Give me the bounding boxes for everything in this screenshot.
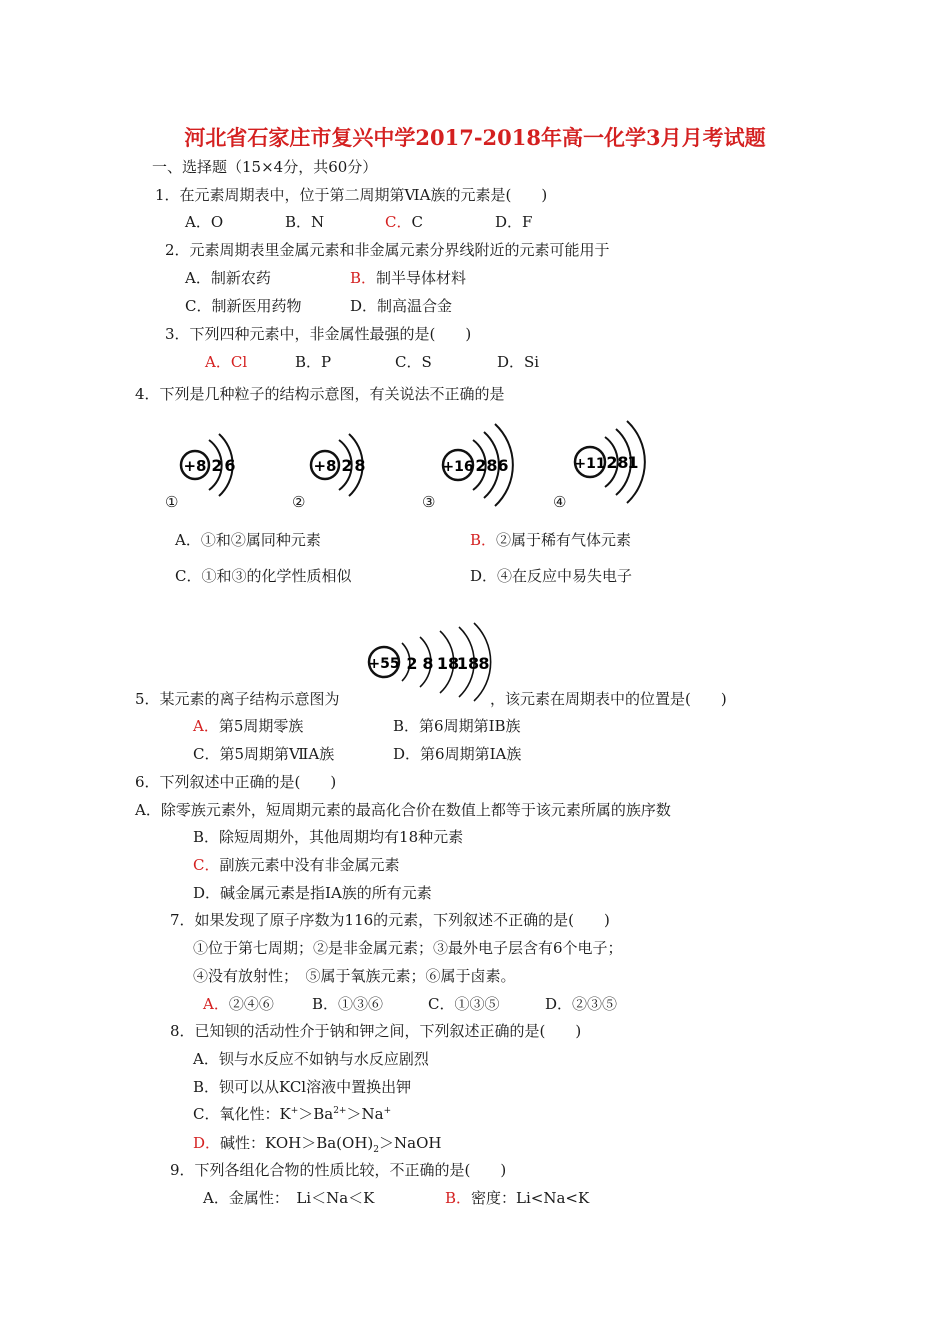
q6-option-c: C．副族元素中没有非金属元素 (193, 856, 400, 874)
q6-option-a: A．除零族元素外，短周期元素的最高化合价在数值上都等于该元素所属的族序数 (135, 801, 671, 819)
q3-stem: 3．下列四种元素中，非金属性最强的是( ) (165, 325, 472, 343)
q7-stem: 7．如果发现了原子序数为116的元素，下列叙述不正确的是( ) (170, 911, 610, 929)
q4-option-c: C．①和③的化学性质相似 (175, 567, 352, 585)
shell-count: 2 (606, 453, 618, 472)
q2-option-c: C．制新医用药物 (185, 297, 302, 315)
diagram-label-1: ① (165, 493, 179, 511)
q4-option-b: B．②属于稀有气体元素 (470, 531, 632, 549)
answer-mark: A． (205, 353, 231, 371)
q1-stem: 1．在元素周期表中，位于第二周期第ⅥA族的元素是( ) (155, 186, 548, 204)
q8-stem: 8．已知钡的活动性介于钠和钾之间，下列叙述正确的是( ) (170, 1022, 582, 1040)
atom-diagram-1 (181, 434, 236, 496)
q7-option-b: B．①③⑥ (312, 995, 384, 1013)
q7-statements-1: ①位于第七周期；②是非金属元素；③最外电子层含有6个电子； (193, 939, 623, 957)
q8-option-b: B．钡可以从KCl溶液中置换出钾 (193, 1078, 412, 1096)
q2-option-d: D．制高温合金 (350, 297, 453, 315)
atom-diagram-3 (442, 424, 512, 506)
q6-option-d: D．碱金属元素是指ⅠA族的所有元素 (193, 884, 432, 902)
q3-option-b: B．P (295, 353, 332, 371)
shell-count: 6 (497, 456, 509, 475)
shell-count: 2 (475, 456, 487, 475)
q7-option-d: D．②③⑤ (545, 995, 618, 1013)
q8-option-c: C．氧化性：$K^+>Ba^{2+}>Na^+$ (193, 1105, 392, 1123)
nucleus-charge: +11 (574, 456, 606, 472)
q7-option-c: C．①③⑤ (428, 995, 500, 1013)
shell-count: 2 (341, 456, 353, 475)
q1-option-d: D．F (495, 213, 533, 231)
q9-option-b: B．密度：Li<Na<K (445, 1189, 590, 1207)
shell-count: 2 (211, 456, 223, 475)
q1-option-a: A．O (185, 213, 224, 231)
q4-option-a: A．①和②属同种元素 (175, 531, 321, 549)
q4-option-d: D．④在反应中易失电子 (470, 567, 633, 585)
answer-mark: B． (350, 269, 377, 287)
q5-option-a: A．第5周期零族 (193, 717, 304, 735)
nucleus-charge: +8 (183, 457, 207, 475)
answer-mark: A． (193, 717, 219, 735)
shell-count: 8 (422, 654, 434, 673)
diagram-label-4: ④ (553, 493, 567, 511)
shell-count: 8 (354, 456, 366, 475)
answer-mark: D． (193, 1134, 221, 1152)
answer-mark: B． (470, 531, 497, 549)
answer-mark: B． (445, 1189, 472, 1207)
q3-option-c: C．S (395, 353, 432, 371)
q6-option-b: B．除短周期外，其他周期均有18种元素 (193, 828, 464, 846)
q2-stem: 2．元素周期表里金属元素和非金属元素分界线附近的元素可能用于 (165, 241, 610, 259)
q3-option-a: A．Cl (205, 353, 248, 371)
q2-option-b: B．制半导体材料 (350, 269, 467, 287)
answer-mark: A． (203, 995, 229, 1013)
q9-stem: 9．下列各组化合物的性质比较，不正确的是( ) (170, 1161, 507, 1179)
shell-count: 8 (486, 456, 498, 475)
atom-diagram-4 (574, 421, 644, 503)
atom-diagram-2 (311, 434, 366, 496)
q6-stem: 6．下列叙述中正确的是( ) (135, 773, 337, 791)
nucleus-charge: +16 (442, 459, 474, 475)
q5-stem-start: 5．某元素的离子结构示意图为 (135, 690, 340, 708)
diagram-label-2: ② (292, 493, 306, 511)
shell-count: 2 (406, 654, 418, 673)
q5-option-d: D．第6周期第ⅠA族 (393, 745, 522, 763)
diagram-label-3: ③ (422, 493, 436, 511)
answer-mark: C． (193, 856, 220, 874)
q2-option-a: A．制新农药 (185, 269, 271, 287)
q3-option-d: D．Si (497, 353, 540, 371)
q7-statements-2: ④没有放射性； ⑤属于氧族元素；⑥属于卤素。 (193, 967, 516, 985)
answer-mark: C． (385, 213, 412, 231)
q5-option-c: C．第5周期第ⅦA族 (193, 745, 335, 763)
q4-stem: 4．下列是几种粒子的结构示意图，有关说法不正确的是 (135, 385, 505, 403)
shell-count: 6 (224, 456, 236, 475)
q7-option-a: A．②④⑥ (203, 995, 274, 1013)
shell-count: 18 (436, 654, 460, 673)
nucleus-charge: +55 (368, 656, 400, 672)
shell-count: 1 (627, 453, 639, 472)
q5-stem-end: ，该元素在周期表中的位置是( ) (490, 690, 727, 708)
ion-diagram (368, 623, 490, 701)
q1-option-c: C．C (385, 213, 423, 231)
shell-count: 8 (478, 654, 490, 673)
q9-option-a: A．金属性： Li＜Na＜K (203, 1189, 375, 1207)
q8-option-d: D．碱性：$KOH>Ba(OH)_2>NaOH$ (193, 1134, 442, 1155)
q5-option-b: B．第6周期第ⅠB族 (393, 717, 521, 735)
nucleus-charge: +8 (313, 457, 337, 475)
q8-option-a: A．钡与水反应不如钠与水反应剧烈 (193, 1050, 429, 1068)
page-title: 河北省石家庄市复兴中学2017-2018年高一化学3月月考试题 (184, 125, 766, 150)
shell-count: 18 (456, 654, 480, 673)
shell-count: 8 (617, 453, 629, 472)
section-heading: 一、选择题（15×4分，共60分） (152, 158, 378, 176)
q1-option-b: B．N (285, 213, 325, 231)
